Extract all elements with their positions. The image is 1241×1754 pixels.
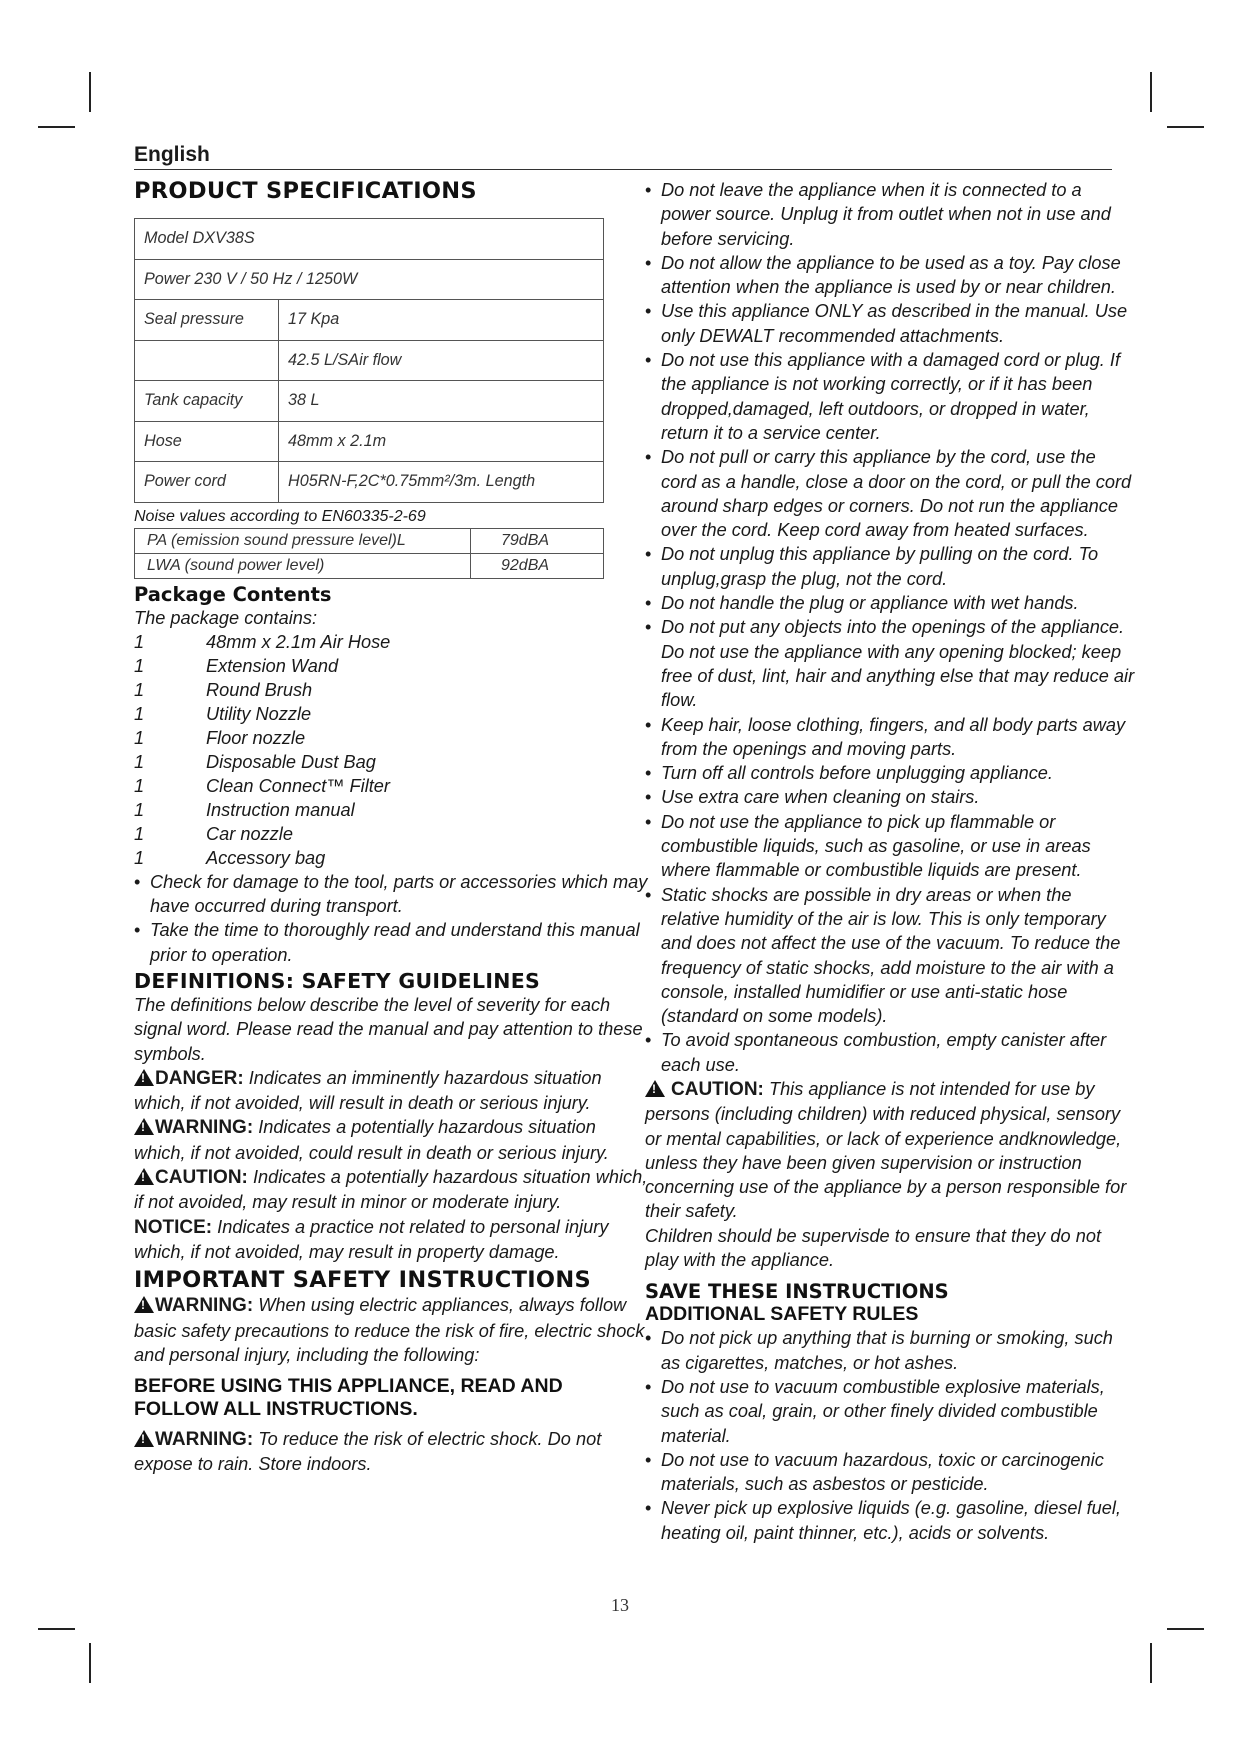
definitions-intro: The definitions below describe the level of severity for each signal word. Please read the manual and pay attention to these symbols.	[134, 994, 643, 1064]
left-column	[134, 178, 650, 1477]
noise-label: PA (emission sound pressure level)L	[135, 528, 471, 553]
bullet-item: • Turn off all controls before unplugging appliance.	[645, 761, 1135, 785]
bullet-item: • Do not unplug this appliance by pulling on the cord. To unplug,grasp the plug, not the cord.	[645, 542, 1135, 591]
spec-table	[134, 218, 604, 503]
noise-label: LWA (sound power level)	[135, 553, 471, 578]
list-item: 1 Accessory bag	[134, 847, 326, 868]
crop-mark	[89, 72, 91, 112]
children-paragraph: Children should be supervisde to ensure that they do not play with the appliance.	[645, 1225, 1101, 1271]
language-label: English	[134, 143, 210, 166]
bullet-icon: •	[645, 884, 652, 905]
list-item: 1 Car nozzle	[134, 823, 293, 844]
spec-value: 48mm x 2.1m	[279, 421, 604, 462]
list-item: 1 Instruction manual	[134, 799, 355, 820]
crop-mark	[38, 126, 75, 128]
noise-value: 79dBA	[471, 528, 604, 553]
bullet-icon: •	[134, 920, 141, 941]
table-row	[135, 381, 604, 422]
spec-value: H05RN-F,2C*0.75mm²/3m. Length	[279, 462, 604, 503]
noise-value: 92dBA	[471, 553, 604, 578]
bullet-icon: •	[645, 447, 652, 468]
spec-label: Seal pressure	[135, 300, 279, 341]
bullet-item: • Do not use to vacuum hazardous, toxic or carcinogenic materials, such as asbestos or pesticide.	[645, 1448, 1135, 1497]
specs-title: PRODUCT SPECIFICATIONS	[134, 178, 477, 204]
table-row	[135, 553, 604, 578]
right-column	[645, 178, 1135, 1545]
danger-definition: !DANGER: Indicates an imminently hazardous situation which, if not avoided, will result in death or serious injury.	[134, 1066, 650, 1116]
warning-triangle-icon	[134, 1069, 154, 1086]
spec-value: 38 L	[279, 381, 604, 422]
bullet-item: • Do not pick up anything that is burning or smoking, such as cigarettes, matches, or hot ashes.	[645, 1326, 1135, 1375]
spec-label: Power 230 V / 50 Hz / 1250W	[135, 259, 604, 300]
list-item: 1 Floor nozzle	[134, 727, 306, 748]
before-using-heading: BEFORE USING THIS APPLIANCE, READ AND FOLLOW ALL INSTRUCTIONS.	[134, 1375, 563, 1421]
package-list	[134, 630, 650, 870]
warning-triangle-icon	[645, 1080, 665, 1097]
table-row	[135, 300, 604, 341]
crop-mark	[89, 1643, 91, 1683]
additional-rules-title: ADDITIONAL SAFETY RULES	[645, 1303, 919, 1326]
table-row	[135, 528, 604, 553]
spec-label	[135, 340, 279, 381]
save-instructions-title: SAVE THESE INSTRUCTIONS	[645, 1280, 949, 1304]
bullet-item: • Do not pull or carry this appliance by the cord, use the cord as a handle, close a door on the cord, or pull the cord around sharp edges or corners. Do not run the appliance over the cord. Keep cord away from heated surfaces.	[645, 445, 1135, 542]
bullet-icon: •	[645, 763, 652, 784]
crop-mark	[1150, 72, 1152, 112]
list-item: 1 Round Brush	[134, 679, 313, 700]
crop-mark	[1167, 126, 1204, 128]
notice-definition: NOTICE: Indicates a practice not related to personal injury which, if not avoided, may result in property damage.	[134, 1216, 609, 1262]
bullet-item: • Do not leave the appliance when it is connected to a power source. Unplug it from outlet when not in use and before servicing.	[645, 178, 1135, 251]
list-item: 1 48mm x 2.1m Air Hose	[134, 631, 391, 652]
package-intro: The package contains:	[134, 607, 318, 628]
bullet-item: • Do not use this appliance with a damaged cord or plug. If the appliance is not working correctly, or if it has been dropped,damaged, left outdoors, or dropped in water, return it to a service center.	[645, 348, 1135, 445]
bullet-item: • Static shocks are possible in dry areas or when the relative humidity of the air is low. This is only temporary and does not affect the use of the vacuum. To reduce the frequency of static shocks, add moisture to the air with a console, installed humidifier or use anti-static hose (standard on some models).	[645, 883, 1135, 1029]
warning-triangle-icon	[134, 1296, 154, 1313]
table-row	[135, 340, 604, 381]
header-rule	[134, 169, 1112, 170]
noise-table	[134, 528, 604, 579]
bullet-icon: •	[645, 811, 652, 832]
bullet-icon: •	[645, 1449, 652, 1470]
bullet-icon: •	[645, 714, 652, 735]
spec-label: Power cord	[135, 462, 279, 503]
warning-triangle-icon	[134, 1118, 154, 1135]
bullet-icon: •	[645, 1328, 652, 1349]
caution-definition: !CAUTION: Indicates a potentially hazardous situation which, if not avoided, may result in minor or moderate injury.	[134, 1165, 650, 1215]
bullet-icon: •	[645, 617, 652, 638]
bullet-item: • Do not use to vacuum combustible explosive materials, such as coal, grain, or other finely divided combustible material.	[645, 1375, 1135, 1448]
bullet-icon: •	[645, 1498, 652, 1519]
bullet-icon: •	[645, 544, 652, 565]
bullet-item: • Do not put any objects into the openings of the appliance. Do not use the appliance with any opening blocked; keep free of dust, lint, hair and anything else that may reduce air flow.	[645, 615, 1135, 712]
spec-label: Hose	[135, 421, 279, 462]
spec-label: Tank capacity	[135, 381, 279, 422]
bullet-item: • Do not handle the plug or appliance with wet hands.	[645, 591, 1135, 615]
table-row	[135, 219, 604, 260]
list-item: 1 Disposable Dust Bag	[134, 751, 376, 772]
bullet-item: • To avoid spontaneous combustion, empty canister after each use.	[645, 1028, 1135, 1077]
spec-value: 17 Kpa	[279, 300, 604, 341]
bullet-icon: •	[645, 787, 652, 808]
bullet-item: • Use extra care when cleaning on stairs.	[645, 785, 1135, 809]
bullet-icon: •	[645, 252, 652, 273]
spec-value: 42.5 L/SAir flow	[279, 340, 604, 381]
bullet-icon: •	[134, 871, 141, 892]
bullet-icon: •	[645, 593, 652, 614]
shock-warning: !WARNING: To reduce the risk of electric shock. Do not expose to rain. Store indoors.	[134, 1427, 650, 1477]
bullet-item: • Never pick up explosive liquids (e.g. gasoline, diesel fuel, heating oil, paint thinner, etc.), acids or solvents.	[645, 1496, 1135, 1545]
important-title: IMPORTANT SAFETY INSTRUCTIONS	[134, 1267, 591, 1294]
bullet-item: • Take the time to thoroughly read and understand this manual prior to operation.	[134, 918, 650, 967]
crop-mark	[38, 1628, 75, 1630]
bullet-item: • Check for damage to the tool, parts or accessories which may have occurred during transport.	[134, 870, 650, 919]
important-warning: !WARNING: When using electric appliances, always follow basic safety precautions to reduce the risk of fire, electric shock and personal injury, including the following:	[134, 1293, 650, 1367]
warning-triangle-icon	[134, 1430, 154, 1447]
spec-label: Model DXV38S	[135, 219, 604, 260]
bullet-item: • Use this appliance ONLY as described in the manual. Use only DEWALT recommended attachments.	[645, 299, 1135, 348]
table-row	[135, 462, 604, 503]
bullet-item: • Do not use the appliance to pick up flammable or combustible liquids, such as gasoline, or use in areas where flammable or combustible liquids are present.	[645, 810, 1135, 883]
bullet-icon: •	[645, 301, 652, 322]
table-row	[135, 421, 604, 462]
bullet-icon: •	[645, 350, 652, 371]
crop-mark	[1150, 1643, 1152, 1683]
bullet-icon: •	[645, 1030, 652, 1051]
warning-triangle-icon	[134, 1168, 154, 1185]
list-item: 1 Extension Wand	[134, 655, 339, 676]
list-item: 1 Utility Nozzle	[134, 703, 312, 724]
caution-paragraph: !CAUTION: This appliance is not intended for use by persons (including children) with reduced physical, sensory or mental capabilities, or lack of experience andknowledge, unless they have been given supervision or instruction concerning use of the appliance by a person responsible for their safety.	[645, 1077, 1135, 1224]
page-number: 13	[611, 1595, 629, 1615]
package-title: Package Contents	[134, 582, 332, 606]
table-row	[135, 259, 604, 300]
bullet-item: • Keep hair, loose clothing, fingers, and all body parts away from the openings and moving parts.	[645, 713, 1135, 762]
noise-caption: Noise values according to EN60335-2-69	[134, 507, 426, 525]
list-item: 1 Clean Connect™ Filter	[134, 775, 390, 796]
warning-definition: !WARNING: Indicates a potentially hazardous situation which, if not avoided, could result in death or serious injury.	[134, 1115, 650, 1165]
definitions-title: DEFINITIONS: SAFETY GUIDELINES	[134, 968, 541, 993]
crop-mark	[1167, 1628, 1204, 1630]
bullet-icon: •	[645, 1376, 652, 1397]
bullet-item: • Do not allow the appliance to be used as a toy. Pay close attention when the appliance is used by or near children.	[645, 251, 1135, 300]
bullet-icon: •	[645, 180, 652, 200]
